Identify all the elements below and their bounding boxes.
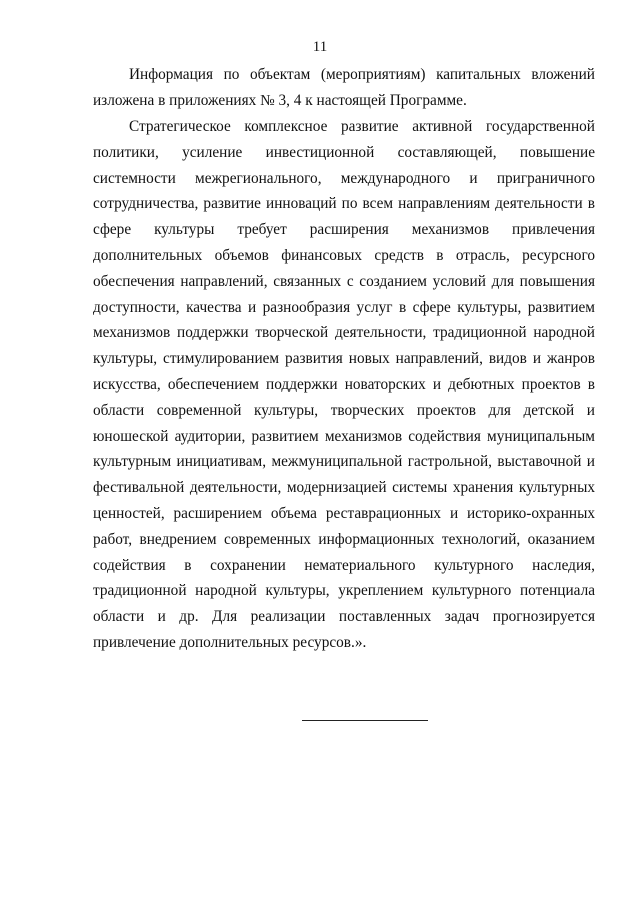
body-text-block-1: [93, 62, 595, 114]
paragraph-strategic-development: Стратегическое комплексное развитие активной государственной политики, усиление инвестиционной составляющей, повышение системности межрегионального, международного и приграничного сотрудничества, развитие инноваций по всем направлениям деятельности в сфере культуры требует расширения механизмов привлечения дополнительных объемов финансовых средств в отрасль, ресурсного обеспечения направлений, связанных с созданием условий для повышения доступности, качества и разнообразия услуг в сфере культуры, развитием механизмов поддержки творческой деятельности, традиционной народной культуры, стимулированием развития новых направлений, видов и жанров искусства, обеспечением поддержки новаторских и дебютных проектов в области современной культуры, творческих проектов для детской и юношеской аудитории, развитием механизмов содействия муниципальным культурным инициативам, межмуниципальной гастрольной, выставочной и фестивальной деятельности, модернизацией системы хранения культурных ценностей, расширением объема реставрационных и историко-охранных работ, внедрением современных информационных технологий, оказанием содействия в сохранении нематериального культурного наследия, традиционной народной культуры, укреплением культурного потенциала области и др. Для реализации поставленных задач прогнозируется привлечение дополнительных ресурсов.».: [93, 118, 595, 651]
body-text-block-2: [93, 114, 595, 656]
closing-separator-line: [302, 720, 428, 721]
page-number: 11: [312, 39, 328, 55]
paragraph-capital-investments: Информация по объектам (мероприятиям) капитальных вложений изложена в приложениях № 3, 4 к настоящей Программе.: [93, 66, 595, 109]
